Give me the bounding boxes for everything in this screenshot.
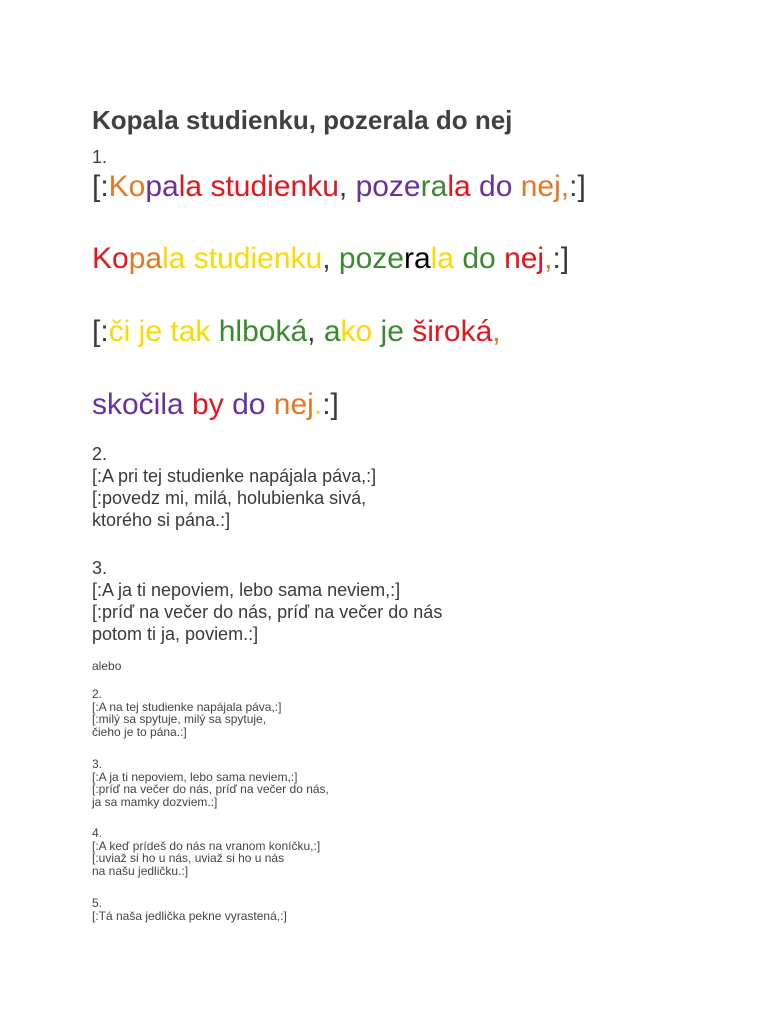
stanza-2-line: [:povedz mi, milá, holubienka sivá,	[92, 488, 367, 508]
alt-stanza-4	[92, 827, 320, 877]
alt-stanza-4-line: [:A keď prídeš do nás na vranom koníčku,:]	[92, 838, 321, 853]
stanza-3	[92, 557, 442, 645]
verse-segment	[185, 242, 193, 275]
verse-segment	[184, 388, 192, 421]
verse-segment	[471, 170, 479, 203]
verse-segment: la	[430, 242, 454, 275]
stanza-1-line-2	[92, 240, 569, 278]
verse-segment	[372, 315, 380, 348]
stanza-2-number: 2.	[92, 444, 108, 464]
alt-stanza-5	[92, 897, 287, 922]
verse-segment	[496, 242, 504, 275]
verse-segment: ra	[420, 170, 448, 203]
alt-stanza-5-line: [:Tá naša jedlička pekne vyrastená,:]	[92, 908, 287, 923]
verse-segment: [:	[92, 315, 109, 348]
verse-segment: je	[380, 315, 404, 348]
verse-segment: nej,	[520, 170, 570, 203]
stanza-3-line: potom ti ja, poviem.:]	[92, 624, 259, 644]
song-title: Kopala studienku, pozerala do nej	[92, 105, 513, 135]
verse-segment	[512, 170, 520, 203]
verse-segment: la	[447, 170, 471, 203]
alt-stanza-2	[92, 688, 281, 738]
verse-segment: do	[232, 388, 266, 421]
alt-stanza-3-line: ja sa mamky dozviem.:]	[92, 794, 218, 809]
verse-segment: [:	[92, 170, 109, 203]
verse-segment: studienku	[193, 242, 323, 275]
stanza-1-number: 1.	[92, 147, 108, 167]
stanza-1-line-3	[92, 313, 501, 351]
verse-segment: la	[178, 170, 203, 203]
stanza-1-line-1	[92, 168, 586, 206]
verse-segment: hlboká	[218, 315, 308, 348]
stanza-2-line: [:A pri tej studienke napájala páva,:]	[92, 466, 377, 486]
verse-segment: Ko	[108, 170, 146, 203]
verse-segment	[224, 388, 232, 421]
verse-segment	[265, 388, 273, 421]
alt-stanza-4-line: na našu jedličku.:]	[92, 863, 189, 878]
verse-segment: ,	[338, 170, 356, 203]
verse-segment: poze	[355, 170, 421, 203]
alt-stanza-3-line: [:príď na večer do nás, príď na večer do nás,	[92, 782, 329, 797]
verse-segment: poze	[338, 242, 404, 275]
alt-stanza-2-line: [:milý sa spytuje, milý sa spytuje,	[92, 712, 267, 727]
alebo-separator: alebo	[92, 659, 122, 673]
verse-segment	[404, 315, 412, 348]
verse-segment: la	[162, 242, 186, 275]
stanza-2	[92, 443, 376, 531]
verse-segment: ,	[492, 315, 501, 348]
verse-segment: :]	[552, 242, 570, 275]
alt-stanza-4-line: [:uviaž si ho u nás, uviaž si ho u nás	[92, 851, 285, 866]
verse-segment: ko	[340, 315, 373, 348]
verse-segment: široká	[412, 315, 493, 348]
alt-stanza-5-number: 5.	[92, 896, 103, 910]
verse-segment: ,	[544, 242, 553, 275]
verse-segment: studienku	[210, 170, 339, 203]
verse-segment: ,	[322, 242, 339, 275]
verse-segment: :]	[322, 388, 339, 421]
verse-segment: skočila	[92, 388, 184, 421]
stanza-1-line-4	[92, 386, 339, 424]
alt-stanza-2-line: čieho je to pána.:]	[92, 724, 187, 739]
alt-stanza-3	[92, 758, 329, 808]
verse-segment: ra	[403, 242, 431, 275]
stanza-3-number: 3.	[92, 558, 108, 578]
verse-segment: .	[313, 388, 323, 421]
verse-segment: nej	[504, 242, 545, 275]
verse-segment: a	[323, 315, 341, 348]
alt-stanza-2-number: 2.	[92, 687, 103, 701]
verse-segment: nej	[273, 388, 314, 421]
verse-segment: pa	[145, 170, 179, 203]
verse-segment: pa	[128, 242, 163, 275]
verse-segment: do	[479, 170, 513, 203]
stanza-3-line: [:príď na večer do nás, príď na večer do nás	[92, 602, 443, 622]
alt-stanza-3-number: 3.	[92, 757, 103, 771]
verse-segment: :]	[569, 170, 586, 203]
stanza-2-line: ktorého si pána.:]	[92, 510, 231, 530]
verse-segment: do	[462, 242, 496, 275]
verse-segment	[210, 315, 218, 348]
verse-segment: či je tak	[108, 315, 211, 348]
alt-stanza-3-line: [:A ja ti nepoviem, lebo sama neviem,:]	[92, 769, 298, 784]
alt-stanza-4-number: 4.	[92, 826, 103, 840]
verse-segment: by	[192, 388, 224, 421]
verse-segment: ,	[307, 315, 324, 348]
alt-stanza-2-line: [:A na tej studienke napájala páva,:]	[92, 699, 282, 714]
verse-segment: Ko	[92, 242, 129, 275]
stanza-3-line: [:A ja ti nepoviem, lebo sama neviem,:]	[92, 580, 401, 600]
